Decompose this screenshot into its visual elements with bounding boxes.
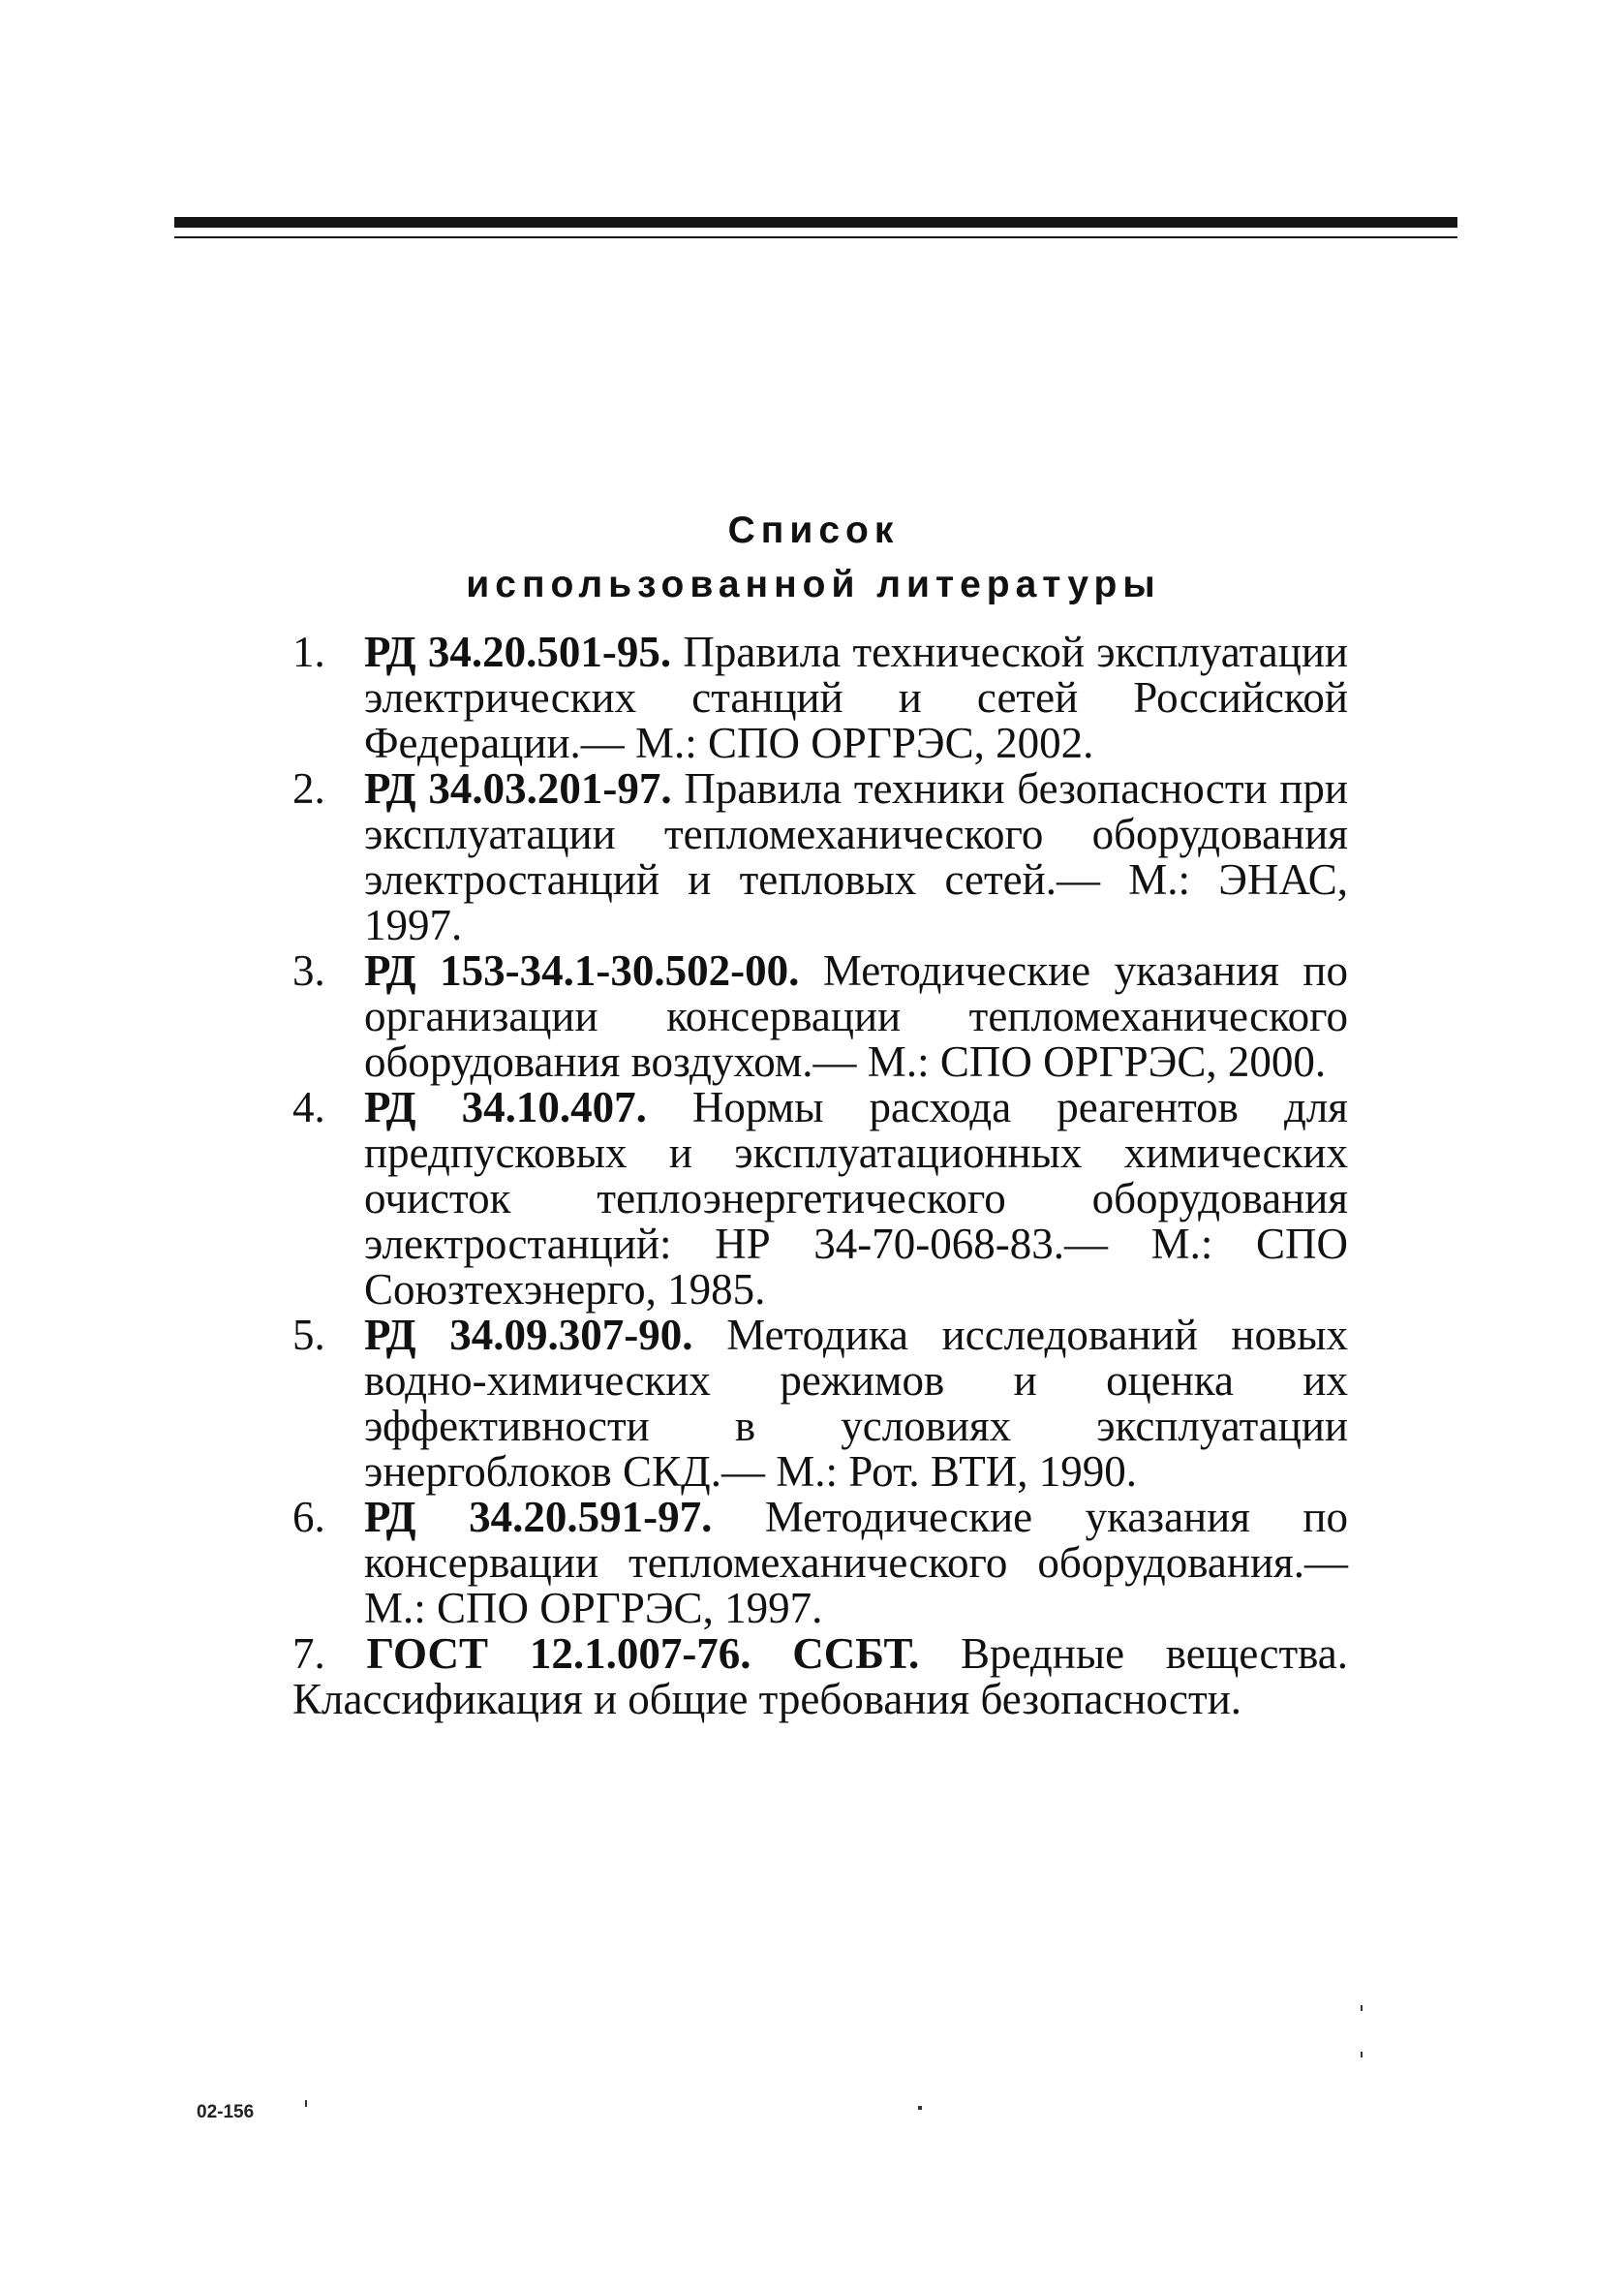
reference-number: 4.	[292, 1083, 325, 1131]
reference-code: РД 34.09.307-90.	[364, 1311, 693, 1359]
title-line-2: использованной литературы	[466, 564, 1161, 605]
scan-speck	[1361, 2052, 1363, 2057]
reference-item	[292, 1495, 1348, 1631]
reference-item	[292, 1085, 1348, 1313]
scan-speck	[1361, 2005, 1363, 2011]
reference-number: 6.	[292, 1493, 325, 1541]
reference-number: 1.	[292, 628, 325, 676]
scan-speck	[305, 2100, 307, 2107]
reference-number: 7.	[292, 1629, 325, 1678]
reference-item	[292, 630, 1348, 766]
reference-item	[292, 948, 1348, 1085]
page-title	[291, 504, 1336, 612]
reference-code: РД 153-34.1-30.502-00.	[364, 946, 800, 995]
reference-item	[292, 1313, 1348, 1495]
reference-text: Методические указания по консервации тепломеханического оборудования.— М.: СПО ОРГРЭС, 1997.	[364, 1493, 1348, 1632]
reference-number: 5.	[292, 1311, 325, 1359]
reference-text: Методика исследований новых водно-химических режимов и оценка их эффективности в условиях эксплуатации энергоблоков СКД.— М.: Рот. ВТИ, 1990.	[364, 1311, 1348, 1496]
reference-text: Правила технической эксплуатации электрических станций и сетей Российской Федерации.— М.: СПО ОРГРЭС, 2002.	[364, 628, 1349, 767]
reference-text: Методические указания по организации консервации тепломеханического оборудования воздухом.— М.: СПО ОРГРЭС, 2000.	[364, 946, 1348, 1086]
reference-item	[292, 766, 1348, 948]
reference-code: РД 34.03.201-97.	[364, 764, 672, 813]
header-rule-thick	[174, 217, 1457, 228]
reference-number: 3.	[292, 946, 325, 995]
reference-code: РД 34.20.591-97.	[364, 1493, 713, 1541]
reference-text: Нормы расхода реагентов для предпусковых и эксплуатационных химических очисток теплоэнергетического оборудования электростанций: НР 34-70-068-83.— М.: СПО Союзтехэнерго, 1985.	[364, 1083, 1348, 1314]
scan-speck	[918, 2106, 922, 2110]
reference-code: РД 34.10.407.	[364, 1083, 647, 1131]
reference-code: ГОСТ 12.1.007-76. ССБТ.	[366, 1629, 920, 1678]
reference-item	[292, 1631, 1348, 1722]
reference-code: РД 34.20.501-95.	[364, 628, 672, 676]
page-footer-code: 02-156	[197, 2102, 255, 2122]
header-rule-thin	[174, 236, 1457, 238]
reference-text: Правила техники безопасности при эксплуатации тепломеханического оборудования электростанций и тепловых сетей.— М.: ЭНАС, 1997.	[364, 764, 1349, 949]
reference-list	[292, 630, 1348, 1722]
title-line-1: Список	[727, 510, 900, 551]
reference-number: 2.	[292, 764, 325, 813]
reference-text: Вредные вещества. Классификация и общие требования безопасности.	[292, 1629, 1348, 1723]
